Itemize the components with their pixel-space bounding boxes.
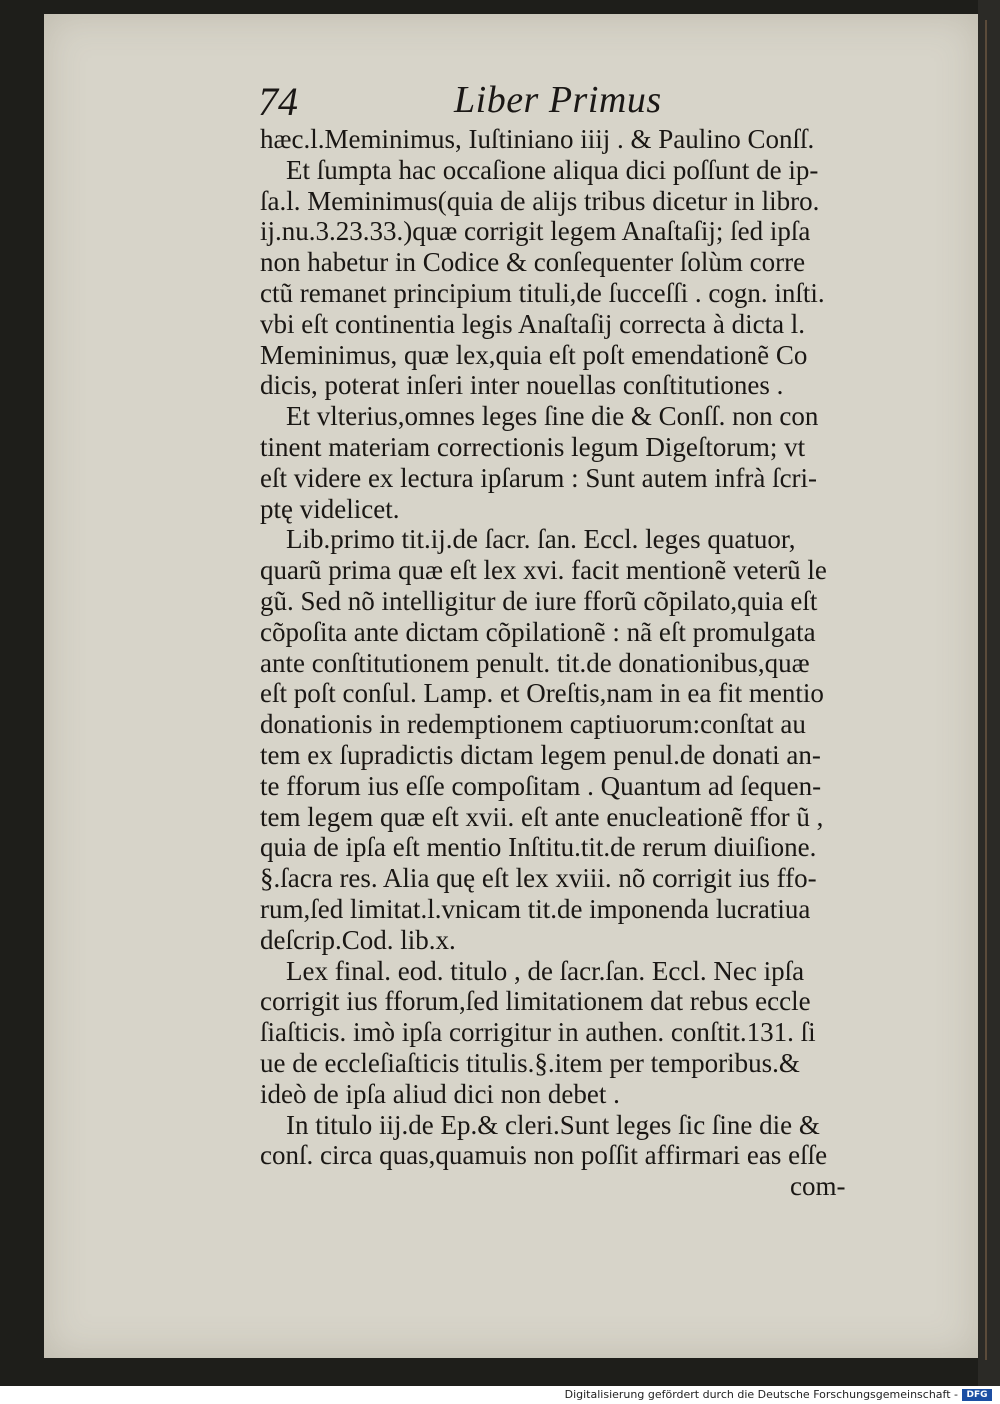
funding-credit: Digitalisierung gefördert durch die Deutsche Forschungsgemeinschaft - (564, 1388, 958, 1401)
page-header (258, 78, 898, 128)
text-line: Et ſumpta hac occaſione aliqua dici poſſunt de ip- (286, 154, 819, 185)
body-text (260, 124, 892, 1202)
text-line: rum,ſed limitat.l.vnicam tit.de imponenda lucratiua (260, 893, 811, 924)
text-line: ſiaſticis. imò ipſa corrigitur in authen. conſtit.131. ſi (260, 1017, 816, 1048)
text-line: Lex final. eod. titulo , de ſacr.ſan. Eccl. Nec ipſa (286, 955, 805, 986)
page-edge-line (985, 20, 987, 1360)
text-line: hæc.l.Meminimus, Iuſtiniano iiij . & Paulino Conſſ. (260, 124, 815, 154)
text-line: ptę videlicet. (260, 493, 400, 524)
dfg-logo: DFG (962, 1389, 992, 1401)
text-line: cõpoſita ante dictam cõpilationẽ : nã eſt promulgata (260, 616, 816, 647)
page-number: 74 (258, 79, 298, 124)
text-line: Meminimus, quæ lex,quia eſt poſt emendationẽ Co (260, 339, 808, 370)
text-line: quia de ipſa eſt mentio Inſtitu.tit.de rerum diuiſione. (260, 832, 817, 863)
text-line: eſt videre ex lectura ipſarum : Sunt autem infrà ſcri- (260, 462, 818, 493)
text-line: eſt poſt conſul. Lamp. et Oreſtis,nam in ea fit mentio (260, 678, 824, 709)
text-line: ideò de ipſa aliud dici non debet . (260, 1078, 620, 1109)
catchword: com- (790, 1171, 846, 1202)
text-line: ue de eccleſiaſticis titulis.§.item per temporibus.& (260, 1047, 800, 1078)
text-line: In titulo iij.de Ep.& cleri.Sunt leges ſic ſine die & (286, 1109, 820, 1140)
text-line: Lib.primo tit.ij.de ſacr. ſan. Eccl. leges quatuor, (286, 524, 796, 555)
running-head: Liber Primus (454, 79, 662, 121)
text-line: ante conſtitutionem penult. tit.de donationibus,quæ (260, 647, 810, 678)
text-line: corrigit ius fforum,ſed limitationem dat rebus eccle (260, 986, 811, 1017)
text-line: non habetur in Codice & conſequenter ſolùm corre (260, 247, 806, 278)
text-line: quarũ prima quæ eſt lex xvi. facit mentionẽ veterũ le (260, 555, 827, 586)
text-line: ſa.l. Meminimus(quia de alijs tribus dicetur in libro. (260, 185, 820, 216)
text-line: deſcrip.Cod. lib.x. (260, 924, 456, 955)
footer-bar (0, 1386, 1000, 1404)
text-line: conſ. circa quas,quamuis non poſſit affirmari eas eſſe (260, 1140, 828, 1171)
text-line: gũ. Sed nõ intelligitur de iure fforũ cõpilato,quia eſt (260, 585, 818, 616)
text-line: tinent materiam correctionis legum Digeſtorum; vt (260, 431, 806, 462)
book-edge (978, 0, 1000, 1386)
text-line: donationis in redemptionem captiuorum:conſtat au (260, 709, 806, 740)
text-line: vbi eſt continentia legis Anaſtaſij correcta à dicta l. (260, 308, 806, 339)
text-line: ctũ remanet principium tituli,de ſucceſſi . cogn. inſti. (260, 277, 825, 308)
text-line: tem ex ſupradictis dictam legem penul.de donati an- (260, 739, 821, 770)
text-line: dicis, poterat inſeri inter nouellas conſtitutiones . (260, 370, 784, 401)
text-line: te fforum ius eſſe compoſitam . Quantum ad ſequen- (260, 770, 822, 801)
text-line: tem legem quæ eſt xvii. eſt ante enucleationẽ ffor ũ , (260, 801, 824, 832)
text-line: ij.nu.3.23.33.)quæ corrigit legem Anaſtaſij; ſed ipſa (260, 216, 811, 247)
text-line: §.ſacra res. Alia quę eſt lex xviii. nõ corrigit ius ffo- (260, 863, 817, 894)
text-line: Et vlterius,omnes leges ſine die & Conſſ. non con (286, 401, 819, 432)
